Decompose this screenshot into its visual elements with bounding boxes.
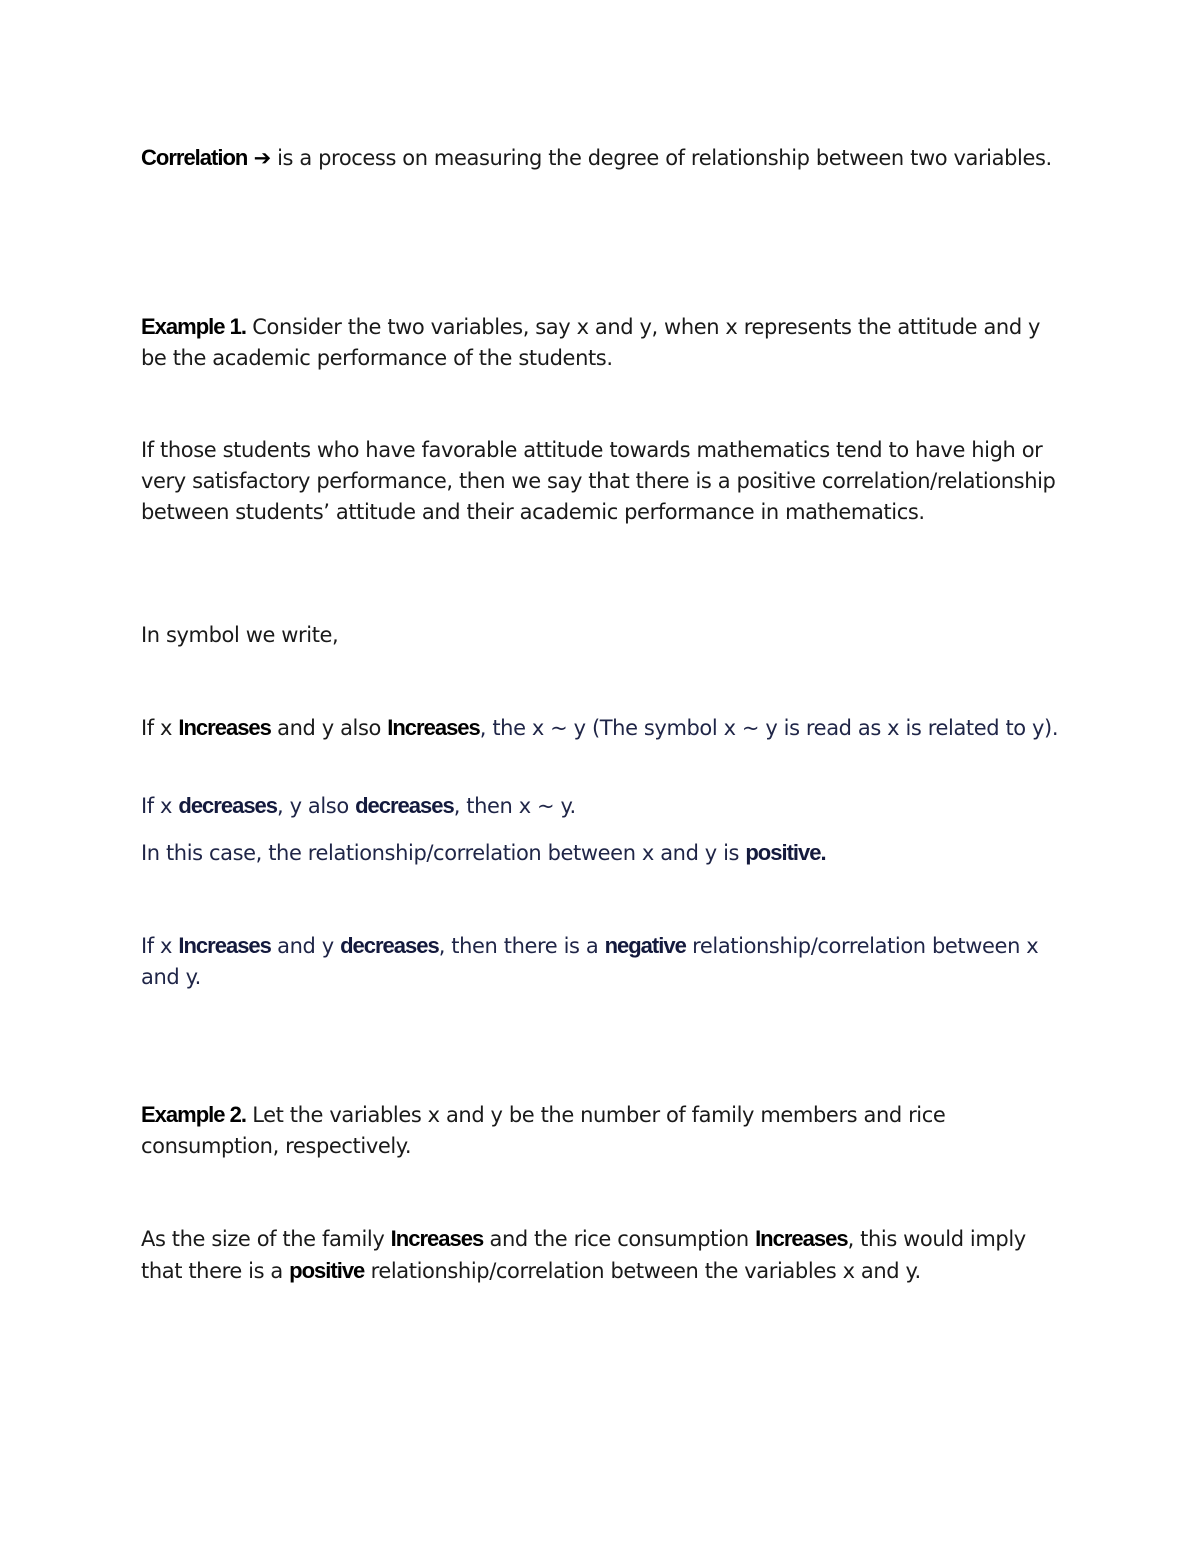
keyword-increases: Increases xyxy=(755,1226,848,1251)
rule-text: If x xyxy=(141,794,179,818)
paragraph-text: As the size of the family xyxy=(141,1227,391,1251)
correlation-definition xyxy=(141,142,1061,174)
rule-text: relationship/correlation between x and y. xyxy=(141,934,1039,989)
keyword-negative: negative xyxy=(604,933,686,958)
example-1-text: Consider the two variables, say x and y, when x represents the attitude and y be the academic performance of the students. xyxy=(141,315,1041,370)
rule-text: , then x ~ y. xyxy=(453,794,576,818)
paragraph-text: relationship/correlation between the variables x and y. xyxy=(364,1259,921,1283)
definition-text: is a process on measuring the degree of relationship between two variables. xyxy=(270,146,1052,170)
paragraph-text: , this would imply that there is a xyxy=(141,1227,1026,1283)
keyword-decreases: decreases xyxy=(340,933,439,958)
keyword-increases: Increases xyxy=(178,715,271,740)
keyword-increases: Increases xyxy=(390,1226,484,1251)
keyword-decreases: decreases xyxy=(178,793,278,818)
example-1-label: Example 1. xyxy=(141,314,246,339)
keyword-increases: Increases xyxy=(387,715,480,740)
arrow-icon: ➔ xyxy=(253,146,271,170)
rule-text: , then there is a xyxy=(438,934,605,958)
example-2-text: Let the variables x and y be the number of family members and rice consumption, respectively. xyxy=(141,1103,946,1158)
example-2 xyxy=(141,1099,1061,1162)
example-2-label: Example 2. xyxy=(141,1102,246,1127)
rule-text: , the x ~ y (The symbol x ~ y is read as x is related to y). xyxy=(479,716,1059,740)
family-paragraph xyxy=(141,1223,1061,1287)
term-correlation: Correlation xyxy=(141,145,248,170)
rule-text: If x xyxy=(141,934,179,958)
rule-text: If x xyxy=(141,716,179,740)
rule-increase-increase xyxy=(141,712,1061,744)
symbol-intro: In symbol we write, xyxy=(141,623,339,647)
keyword-positive: positive. xyxy=(745,840,826,865)
students-paragraph: If those students who have favorable attitude towards mathematics tend to have high or very satisfactory performance, then we say that there is a positive correlation/relationship between students’ attitude and their academic performance in mathematics. xyxy=(141,438,1056,524)
keyword-positive: positive xyxy=(289,1258,365,1283)
paragraph-text: and the rice consumption xyxy=(483,1227,756,1251)
rule-text: , y also xyxy=(277,794,356,818)
rule-text: and y xyxy=(270,934,341,958)
rule-negative xyxy=(141,930,1061,993)
keyword-decreases: decreases xyxy=(355,793,454,818)
rule-text: and y also xyxy=(270,716,388,740)
rule-positive-conclusion xyxy=(141,837,1061,869)
keyword-increases: Increases xyxy=(178,933,271,958)
example-1 xyxy=(141,311,1061,374)
rule-decrease-decrease xyxy=(141,790,1061,822)
rule-text: In this case, the relationship/correlation between x and y is xyxy=(141,841,746,865)
